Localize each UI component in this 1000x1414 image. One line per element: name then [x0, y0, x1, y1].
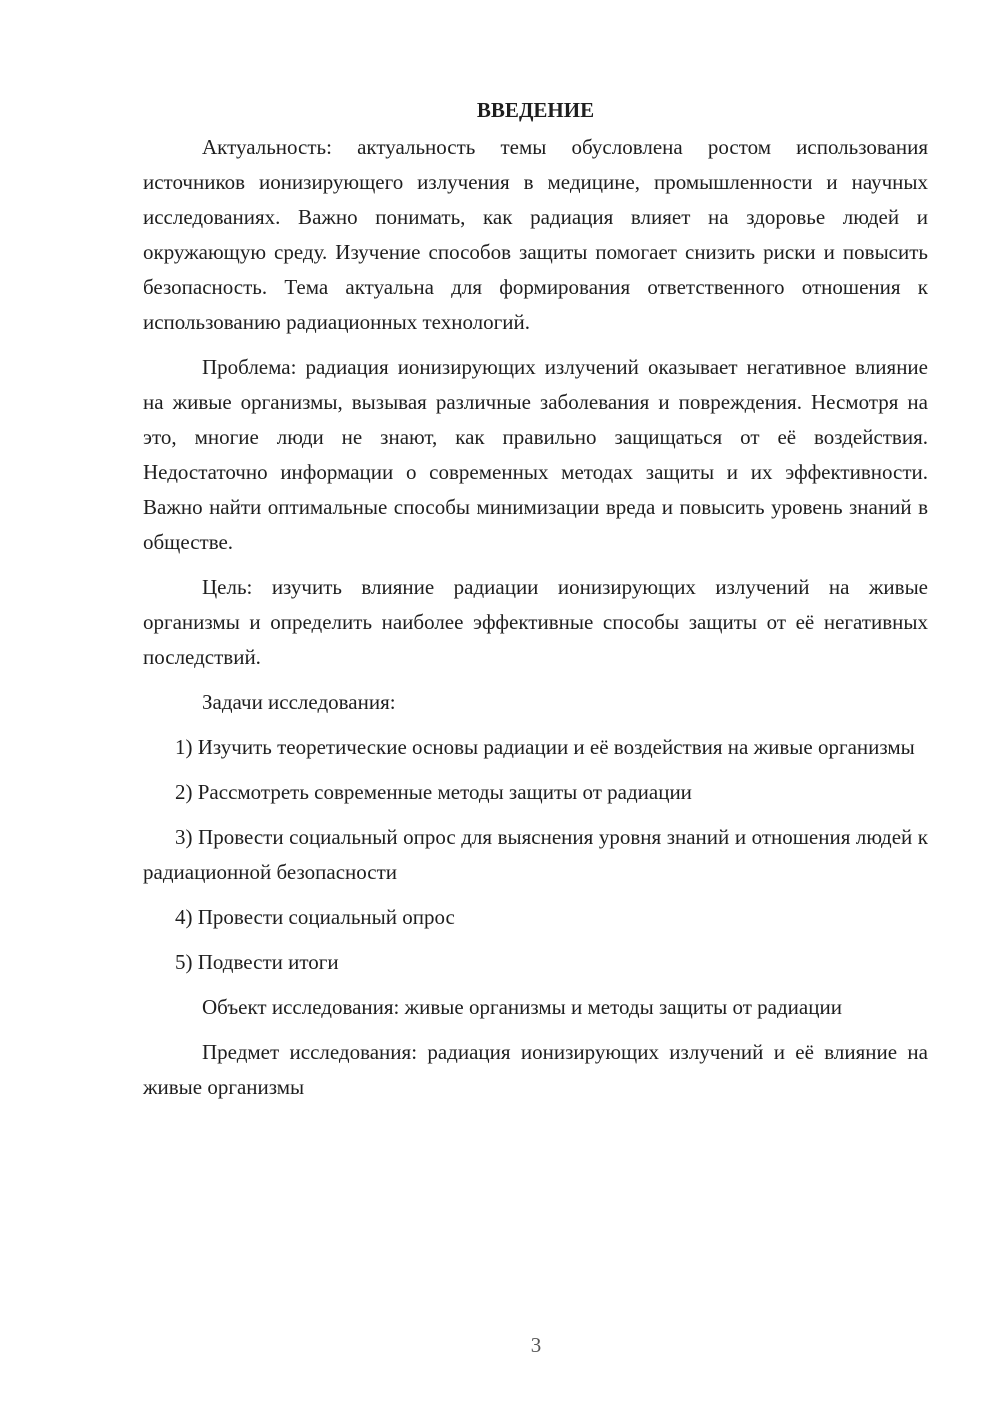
subject-paragraph: Предмет исследования: радиация ионизирующих излучений и её влияние на живые организмы — [143, 1040, 928, 1099]
task-item-2: 2) Рассмотреть современные методы защиты от радиации — [175, 780, 692, 804]
task-item-4: 4) Провести социальный опрос — [175, 905, 455, 929]
tasks-heading: Задачи исследования: — [202, 690, 396, 714]
page-content — [143, 95, 928, 1115]
task-item-5: 5) Подвести итоги — [175, 950, 339, 974]
object-paragraph: Объект исследования: живые организмы и методы защиты от радиации — [202, 995, 842, 1019]
task-item-1: 1) Изучить теоретические основы радиации и её воздействия на живые организмы — [175, 735, 915, 759]
section-title: ВВЕДЕНИЕ — [476, 98, 595, 122]
goal-paragraph: Цель: изучить влияние радиации ионизирующих излучений на живые организмы и определить наиболее эффективные способы защиты от её негативных последствий. — [143, 575, 928, 669]
problem-paragraph: Проблема: радиация ионизирующих излучений оказывает негативное влияние на живые организмы, вызывая различные заболевания и повреждения. Несмотря на это, многие люди не знают, как правильно защищаться от её воздействия. Недостаточно информации о современных методах защиты и их эффективности. Важно найти оптимальные способы минимизации вреда и повысить уровень знаний в обществе. — [143, 355, 928, 554]
page-number: 3 — [530, 1333, 542, 1357]
task-item-3: 3) Провести социальный опрос для выяснения уровня знаний и отношения людей к радиационной безопасности — [143, 825, 928, 884]
relevance-paragraph: Актуальность: актуальность темы обусловлена ростом использования источников ионизирующего излучения в медицине, промышленности и научных исследованиях. Важно понимать, как радиация влияет на здоровье людей и окружающую среду. Изучение способов защиты помогает снизить риски и повысить безопасность. Тема актуальна для формирования ответственного отношения к использованию радиационных технологий. — [143, 135, 928, 334]
